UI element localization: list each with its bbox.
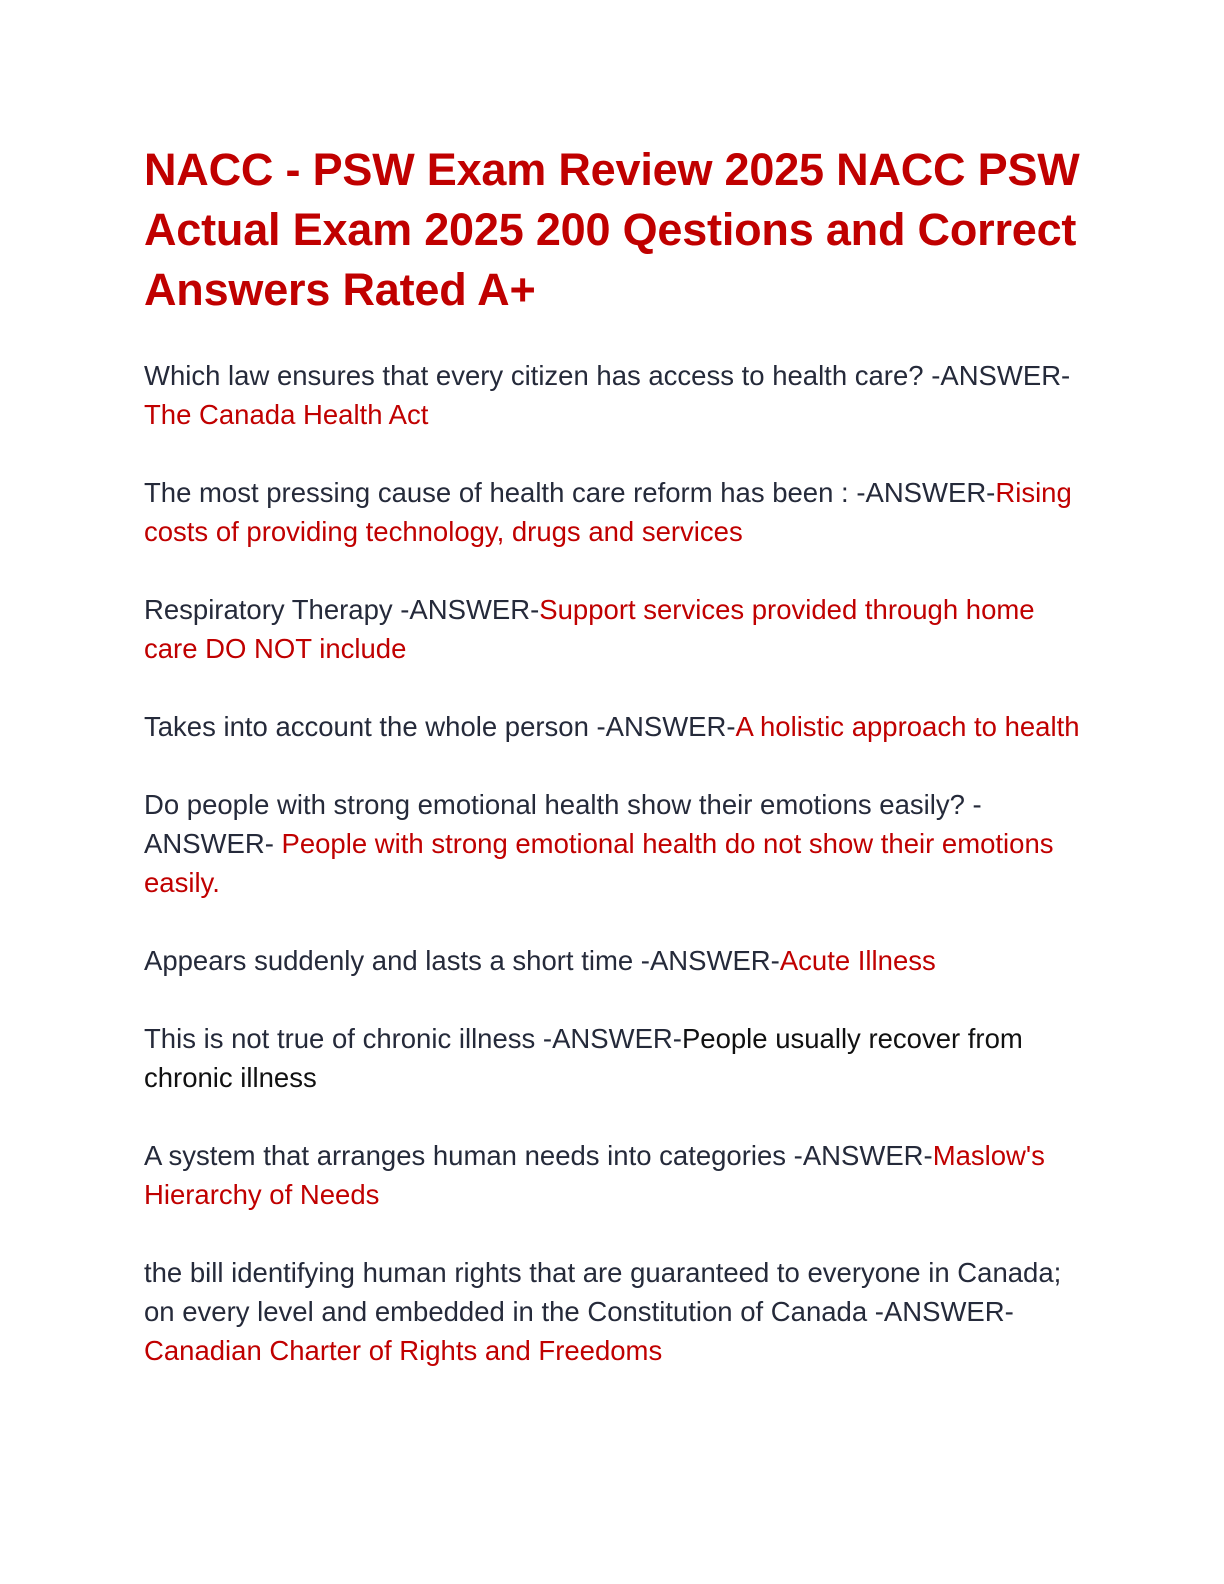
qa-list — [144, 356, 1084, 1370]
qa-item — [144, 356, 1084, 434]
question-text: This is not true of chronic illness -ANSWER- — [144, 1023, 682, 1054]
answer-text: People with strong emotional health do not show their emotions easily. — [144, 828, 1054, 898]
question-text: The most pressing cause of health care reform has been : -ANSWER- — [144, 477, 996, 508]
qa-item — [144, 1019, 1084, 1097]
answer-text: A holistic approach to health — [735, 711, 1080, 742]
answer-text: People usually recover from chronic illness — [144, 1023, 1023, 1093]
question-text: Appears suddenly and lasts a short time -ANSWER- — [144, 945, 780, 976]
qa-item — [144, 1136, 1084, 1214]
answer-text: Acute Illness — [779, 945, 936, 976]
question-text: Do people with strong emotional health show their emotions easily? -ANSWER- — [144, 789, 982, 859]
answer-text: Maslow's Hierarchy of Needs — [144, 1140, 1045, 1210]
qa-item — [144, 941, 1084, 980]
answer-text: Support services provided through home care DO NOT include — [144, 594, 1035, 664]
question-text: Respiratory Therapy -ANSWER- — [144, 594, 540, 625]
question-text: Which law ensures that every citizen has access to health care? -ANSWER- — [144, 360, 1071, 391]
answer-text: Canadian Charter of Rights and Freedoms — [144, 1335, 663, 1366]
answer-text: Rising costs of providing technology, drugs and services — [144, 477, 1072, 547]
document-title: NACC - PSW Exam Review 2025 NACC PSW Actual Exam 2025 200 Qestions and Correct Answers Rated A+ — [144, 144, 1080, 315]
qa-item — [144, 590, 1084, 668]
question-text: A system that arranges human needs into categories -ANSWER- — [144, 1140, 933, 1171]
question-text: the bill identifying human rights that are guaranteed to everyone in Canada; on every level and embedded in the Constitution of Canada -ANSWER- — [144, 1257, 1062, 1327]
qa-item — [144, 707, 1084, 746]
question-text: Takes into account the whole person -ANSWER- — [144, 711, 736, 742]
answer-text: The Canada Health Act — [144, 399, 429, 430]
qa-item — [144, 785, 1084, 902]
qa-item — [144, 473, 1084, 551]
document-page — [144, 140, 1084, 1409]
qa-item — [144, 1253, 1084, 1370]
